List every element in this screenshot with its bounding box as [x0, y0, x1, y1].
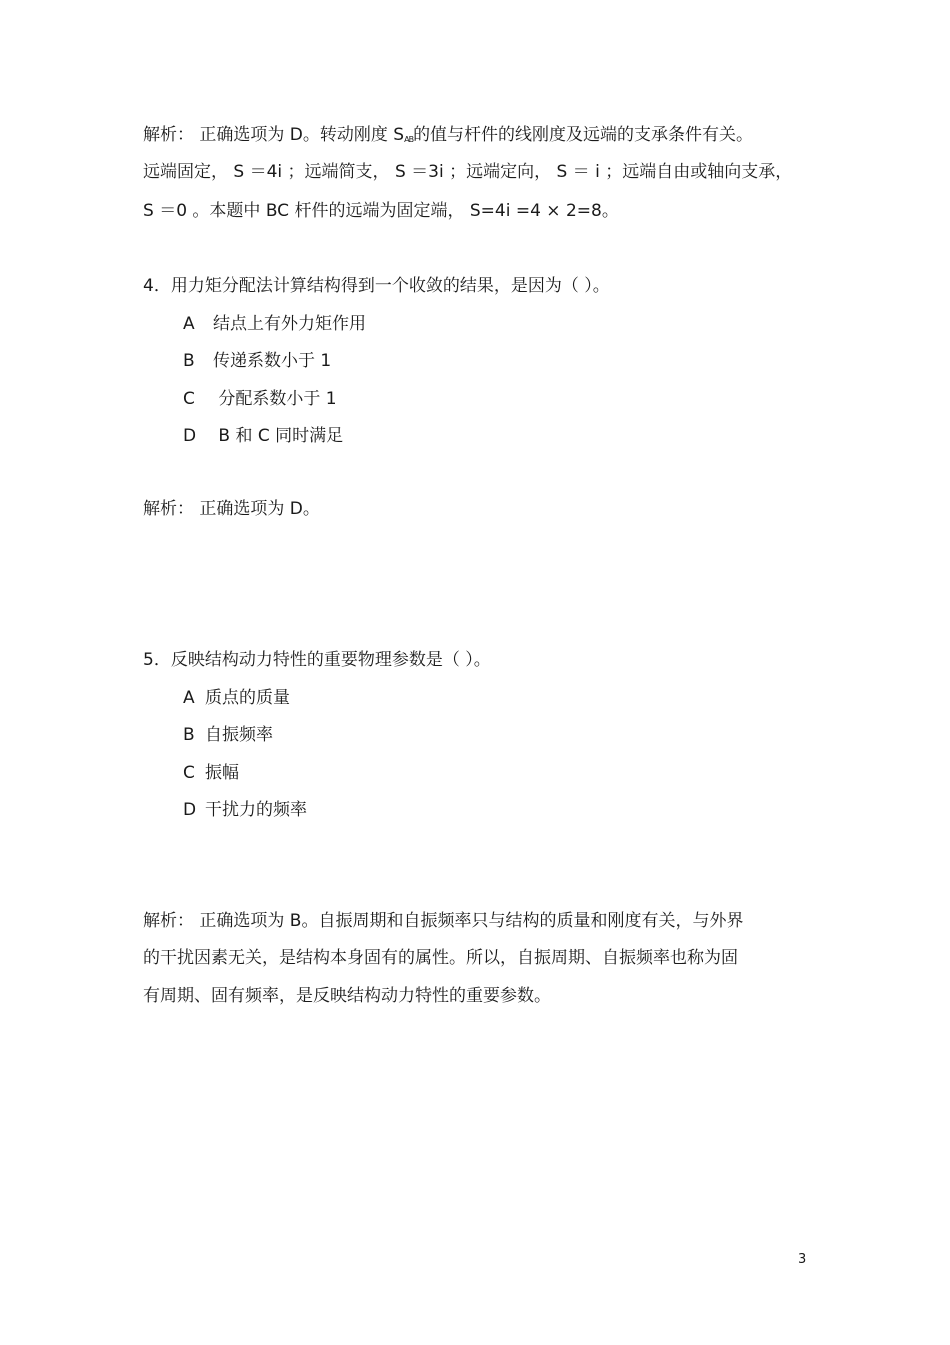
- explanation-3-line-1-end: 的值与杆件的线刚度及远端的支承条件有关。: [413, 125, 754, 145]
- explanation-3-line-2: 远端固定， S ＝4i ；远端简支， S ＝3i ；远端定向， S ＝ i ；远端自由或轴向支承，: [143, 162, 793, 182]
- stiffness-subscript: AB: [404, 135, 414, 144]
- question-5-option-c: [183, 762, 239, 784]
- page-number: 3: [798, 1252, 807, 1267]
- question-5-option-b: [183, 724, 273, 746]
- explanation-3-line-1-start: 解析： 正确选项为 D。转动刚度 S: [143, 125, 405, 145]
- explanation-3-line-3: S ＝0 。本题中 BC 杆件的远端为固定端， S=4i =4 × 2=8。: [143, 201, 619, 221]
- question-4-explanation: 解析： 正确选项为 D。: [143, 499, 320, 519]
- question-5-explanation-line-3: 有周期、固有频率，是反映结构动力特性的重要参数。: [143, 986, 551, 1006]
- question-4-option-a: [183, 313, 366, 335]
- option-text: 自振频率: [205, 725, 273, 745]
- option-text: 结点上有外力矩作用: [213, 314, 366, 334]
- question-4-stem: 4．用力矩分配法计算结构得到一个收敛的结果，是因为（ ）。: [143, 276, 610, 296]
- option-text: 分配系数小于 1: [213, 389, 337, 409]
- question-5-explanation-line-1: 解析： 正确选项为 B。自振周期和自振频率只与结构的质量和刚度有关，与外界: [143, 911, 744, 931]
- option-letter: D: [183, 426, 197, 446]
- option-letter: D: [183, 800, 197, 820]
- option-text: 干扰力的频率: [205, 800, 307, 820]
- option-letter: B: [183, 725, 195, 745]
- option-letter: C: [183, 389, 195, 409]
- question-5-option-a: [183, 687, 290, 709]
- question-4-option-c: [183, 388, 337, 410]
- explanation-3-line-1: [143, 124, 753, 151]
- option-letter: B: [183, 351, 195, 371]
- option-text: 传递系数小于 1: [213, 351, 332, 371]
- question-4-option-b: [183, 350, 331, 372]
- question-4-option-d: [183, 425, 343, 447]
- option-text: 振幅: [205, 763, 239, 783]
- option-letter: A: [183, 688, 195, 708]
- question-5-option-d: [183, 799, 307, 821]
- option-letter: C: [183, 763, 195, 783]
- question-5-explanation-line-2: 的干扰因素无关，是结构本身固有的属性。所以，自振周期、自振频率也称为固: [143, 948, 738, 968]
- option-letter: A: [183, 314, 195, 334]
- option-text: 质点的质量: [205, 688, 290, 708]
- question-5-stem: 5．反映结构动力特性的重要物理参数是（ ）。: [143, 650, 491, 670]
- option-text: B 和 C 同时满足: [213, 426, 344, 446]
